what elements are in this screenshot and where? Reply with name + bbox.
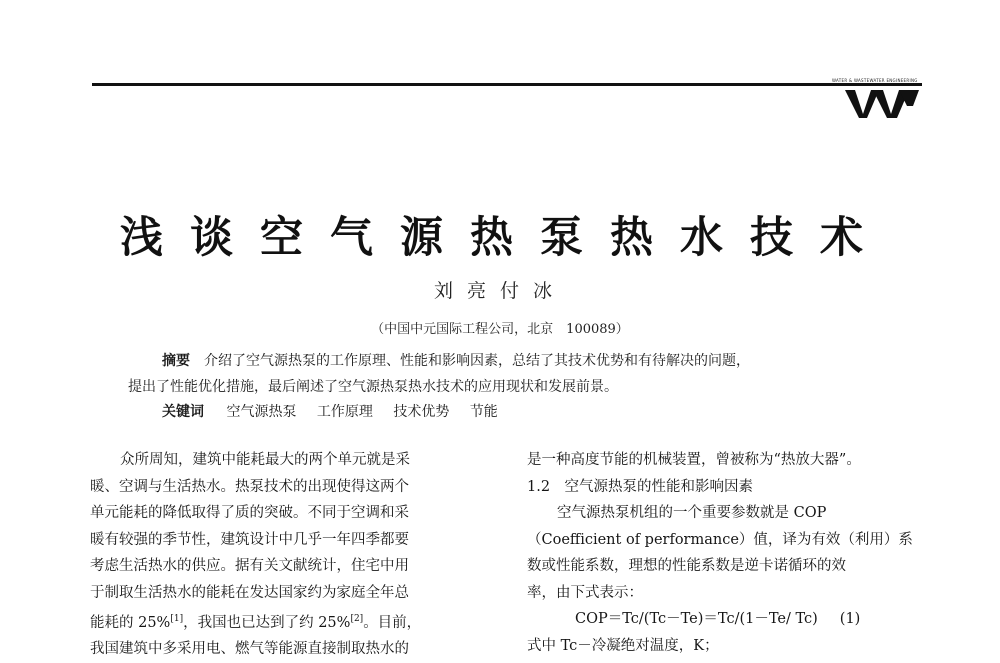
body-line: 我国建筑中多采用电、燃气等能源直接制取热水的 <box>90 641 409 658</box>
abstract-line-2: 提出了性能优化措施，最后阐述了空气源热泵热水技术的应用现状和发展前景。 <box>128 379 618 395</box>
abstract-line-1 <box>128 348 918 374</box>
right-column <box>527 447 927 659</box>
journal-logo-icon <box>843 84 921 120</box>
body-line <box>90 606 486 636</box>
abstract-text-1: 介绍了空气源热泵的工作原理、性能和影响因素，总结了其技术优势和有待解决的问题， <box>204 353 750 369</box>
body-line: 暖、空调与生活热水。热泵技术的出现使得这两个 <box>90 478 409 495</box>
body-line: 暖有较强的季节性，建筑设计中几乎一年四季都要 <box>90 531 409 548</box>
author-affiliation: （中国中元国际工程公司，北京 100089） <box>371 322 629 337</box>
body-text: 。目前， <box>363 614 422 631</box>
keywords-label: 关键词 <box>162 404 204 420</box>
body-line: 率，由下式表示： <box>527 584 643 601</box>
header-rule <box>92 83 922 86</box>
body-line: （Coefficient of performance）值，译为有效（利用）系 <box>527 531 913 548</box>
keyword: 技术优势 <box>393 404 450 420</box>
body-line: 单元能耗的降低取得了质的突破。不同于空调和采 <box>90 505 409 521</box>
equation <box>527 606 927 633</box>
body-line: 是一种高度节能的机械装置，曾被称为“热放大器”。 <box>527 452 861 468</box>
equation-body: COP＝Tc/(Tc－Te)＝Tc/(1－Te/ Tc) <box>575 611 818 627</box>
left-column <box>90 447 486 663</box>
article-title: 浅谈空气源热泵热水技术 <box>120 213 890 263</box>
citation-ref: [1] <box>170 614 184 624</box>
body-line: 考虑生活热水的供应。据有关文献统计，住宅中用 <box>90 558 409 574</box>
abstract <box>128 348 918 400</box>
keyword: 节能 <box>469 404 498 420</box>
body-text: 能耗的 25% <box>90 614 171 631</box>
abstract-label: 摘要 <box>162 353 190 369</box>
keywords <box>162 400 514 424</box>
body-line: 于制取生活热水的能耗在发达国家约为家庭全年总 <box>90 584 409 601</box>
body-line: 数或性能系数，理想的性能系数是逆卡诺循环的效 <box>527 558 846 574</box>
citation-ref: [2] <box>350 614 364 624</box>
body-line: 式中 Tc－冷凝绝对温度，K； <box>527 637 719 654</box>
body-line: 众所周知，建筑中能耗最大的两个单元就是采 <box>120 452 410 468</box>
journal-logo-caption: WATER & WASTEWATER ENGINEERING <box>832 78 918 83</box>
section-heading: 1.2 空气源热泵的性能和影响因素 <box>527 478 754 495</box>
equation-number: (1) <box>839 611 861 627</box>
article-authors: 刘亮付冰 <box>433 280 566 302</box>
keyword: 空气源热泵 <box>226 404 297 420</box>
keyword: 工作原理 <box>316 404 373 420</box>
body-line: 空气源热泵机组的一个重要参数就是 COP <box>557 505 827 521</box>
body-text: ，我国也已达到了约 25% <box>183 614 351 631</box>
